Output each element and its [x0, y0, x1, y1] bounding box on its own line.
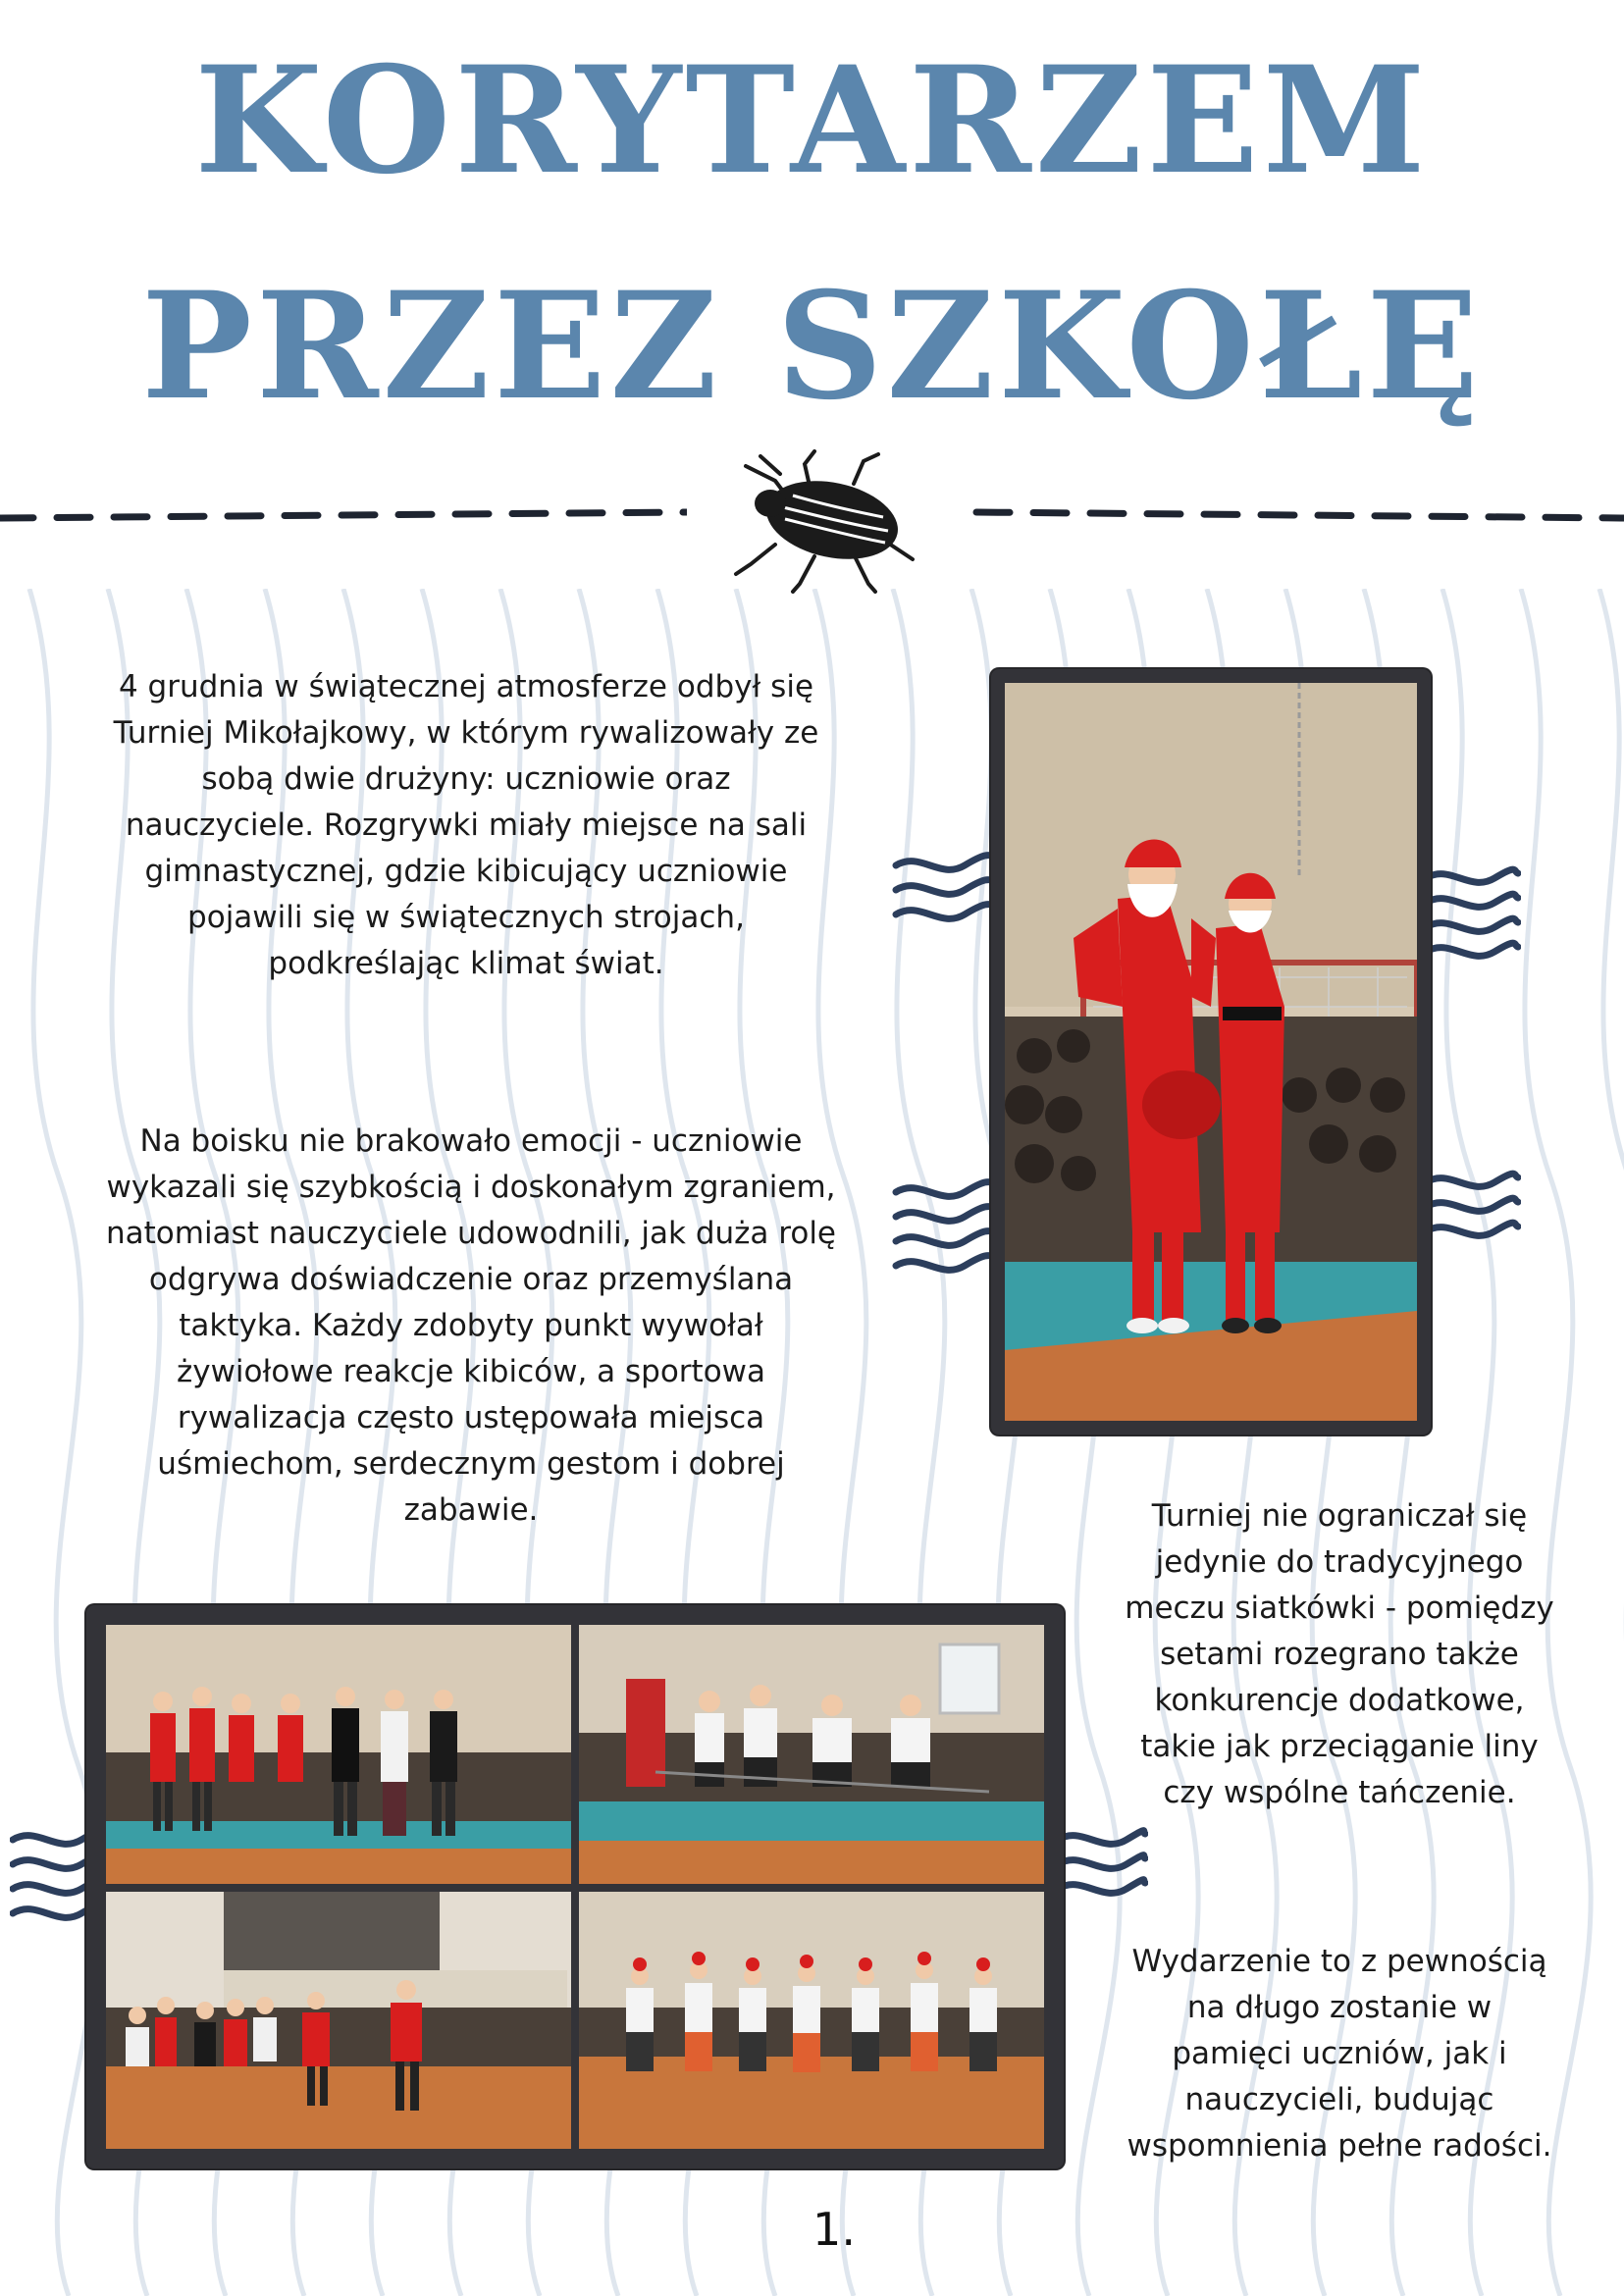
article-paragraph-intro: 4 grudnia w świątecznej atmosferze odbył się Turniej Mikołajkowy, w którym rywalizowały ze sobą dwie drużyny: uczniowie oraz nauczyciele. Rozgrywki miały miejsce na sali gimnastycznej, gdzie kibicujący uczniowie pojawili się w świątecznych strojach, podkreślając klimat świat. [113, 669, 819, 981]
squiggle-ornament [1423, 863, 1521, 981]
collage-photo-4 [579, 1892, 1044, 2149]
photo-santas-image [1005, 683, 1417, 1421]
squiggle-ornament [891, 846, 999, 944]
squiggle-ornament [891, 1173, 999, 1280]
article-paragraph-match: Na boisku nie brakowało emocji - uczniowie wykazali się szybkością i doskonałym zgraniem, natomiast nauczyciele udowodnili, jak duża rolę odgrywa doświadczenie oraz przemyślana taktyka. Każdy zdobyty punkt wywołał żywiołowe reakcje kibiców, a sportowa rywalizacja często ustępowała miejsca uśmiechom, serdecznym gestom i dobrej zabawie. [105, 1123, 836, 1528]
page-number: 1. [812, 2203, 856, 2256]
article-paragraph-closing: Wydarzenie to z pewnością na długo zostanie w pamięci uczniów, jak i nauczycieli, budując wspomnienia pełne radości. [1126, 1944, 1552, 2164]
article-paragraph-competitions: Turniej nie ograniczał się jedynie do tradycyjnego meczu siatkówki - pomiędzy setami rozegrano także konkurencje dodatkowe, takie jak przeciąganie liny czy wspólne tańczenie. [1125, 1498, 1554, 1810]
squiggle-ornament [1423, 1168, 1521, 1266]
photo-collage-image [106, 1625, 1044, 2149]
dashed-divider-right [971, 461, 1624, 569]
dashed-divider-left [0, 461, 687, 569]
squiggle-ornament [1055, 1820, 1148, 1928]
page-title-line-2: PRZEZ SZKOŁĘ [141, 260, 1483, 433]
collage-photo-2 [579, 1625, 1044, 1884]
photo-collage [86, 1605, 1064, 2168]
page-title-line-1: KORYTARZEM [194, 34, 1430, 207]
collage-photo-3 [106, 1892, 571, 2149]
photo-santas [991, 669, 1431, 1435]
beetle-icon [707, 446, 942, 594]
collage-photo-1 [106, 1625, 571, 1884]
